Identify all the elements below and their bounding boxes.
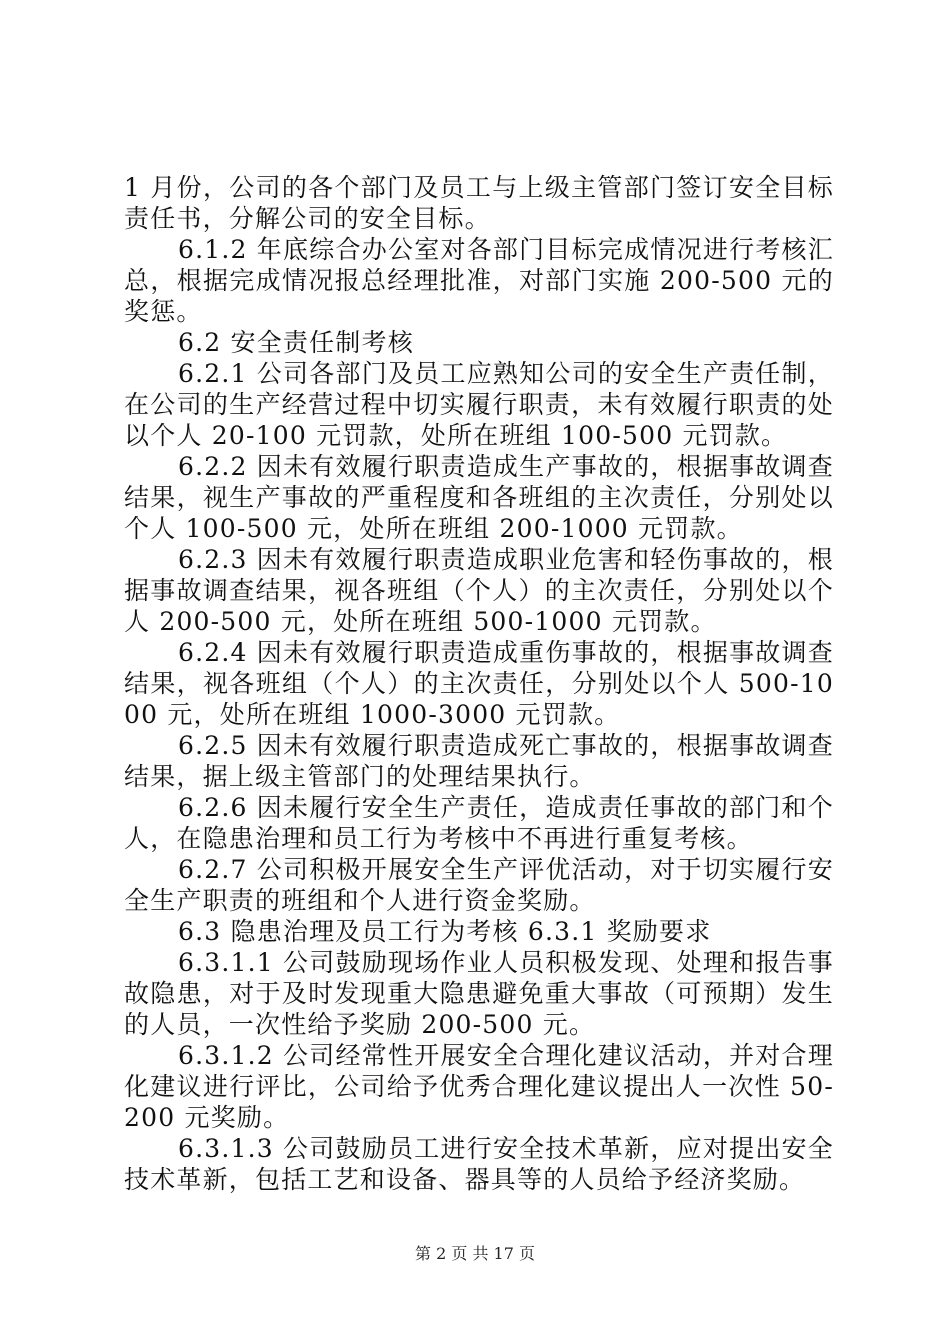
paragraph: 6.2.7 公司积极开展安全生产评优活动，对于切实履行安全生产职责的班组和个人进行资金奖励。 <box>124 855 834 915</box>
paragraph: 6.2.5 因未有效履行职责造成死亡事故的，根据事故调查结果，据上级主管部门的处理结果执行。 <box>124 731 834 791</box>
paragraph: 6.2.3 因未有效履行职责造成职业危害和轻伤事故的，根据事故调查结果，视各班组（个人）的主次责任，分别处以个人 200-500 元，处所在班组 500-1000 元罚款。 <box>124 545 834 636</box>
paragraph: 6.3.1.3 公司鼓励员工进行安全技术革新，应对提出安全技术革新，包括工艺和设备、器具等的人员给予经济奖励。 <box>124 1134 834 1194</box>
paragraph: 6.3.1.2 公司经常性开展安全合理化建议活动，并对合理化建议进行评比，公司给予优秀合理化建议提出人一次性 50-200 元奖励。 <box>124 1041 834 1132</box>
paragraph: 6.2.1 公司各部门及员工应熟知公司的安全生产责任制，在公司的生产经营过程中切实履行职责，未有效履行职责的处以个人 20-100 元罚款，处所在班组 100-500 元罚款。 <box>124 359 834 450</box>
paragraph: 6.2.6 因未履行安全生产责任，造成责任事故的部门和个人，在隐患治理和员工行为考核中不再进行重复考核。 <box>124 793 834 853</box>
paragraph: 6.2.2 因未有效履行职责造成生产事故的，根据事故调查结果，视生产事故的严重程度和各班组的主次责任，分别处以个人 100-500 元，处所在班组 200-1000 元罚款。 <box>124 452 834 543</box>
paragraph: 6.1.2 年底综合办公室对各部门目标完成情况进行考核汇总，根据完成情况报总经理批准，对部门实施 200-500 元的奖惩。 <box>124 235 834 326</box>
paragraph: 6.3.1.1 公司鼓励现场作业人员积极发现、处理和报告事故隐患，对于及时发现重大隐患避免重大事故（可预期）发生的人员，一次性给予奖励 200-500 元。 <box>124 948 834 1039</box>
page-number-footer: 第 2 页 共 17 页 <box>415 1244 535 1263</box>
section-heading: 6.3 隐患治理及员工行为考核 6.3.1 奖励要求 <box>178 917 712 946</box>
document-body <box>124 172 834 1195</box>
paragraph: 1 月份，公司的各个部门及员工与上级主管部门签订安全目标责任书，分解公司的安全目标。 <box>124 173 834 233</box>
section-heading: 6.2 安全责任制考核 <box>178 328 414 357</box>
paragraph: 6.2.4 因未有效履行职责造成重伤事故的，根据事故调查结果，视各班组（个人）的主次责任，分别处以个人 500-1000 元，处所在班组 1000-3000 元罚款。 <box>124 638 834 729</box>
